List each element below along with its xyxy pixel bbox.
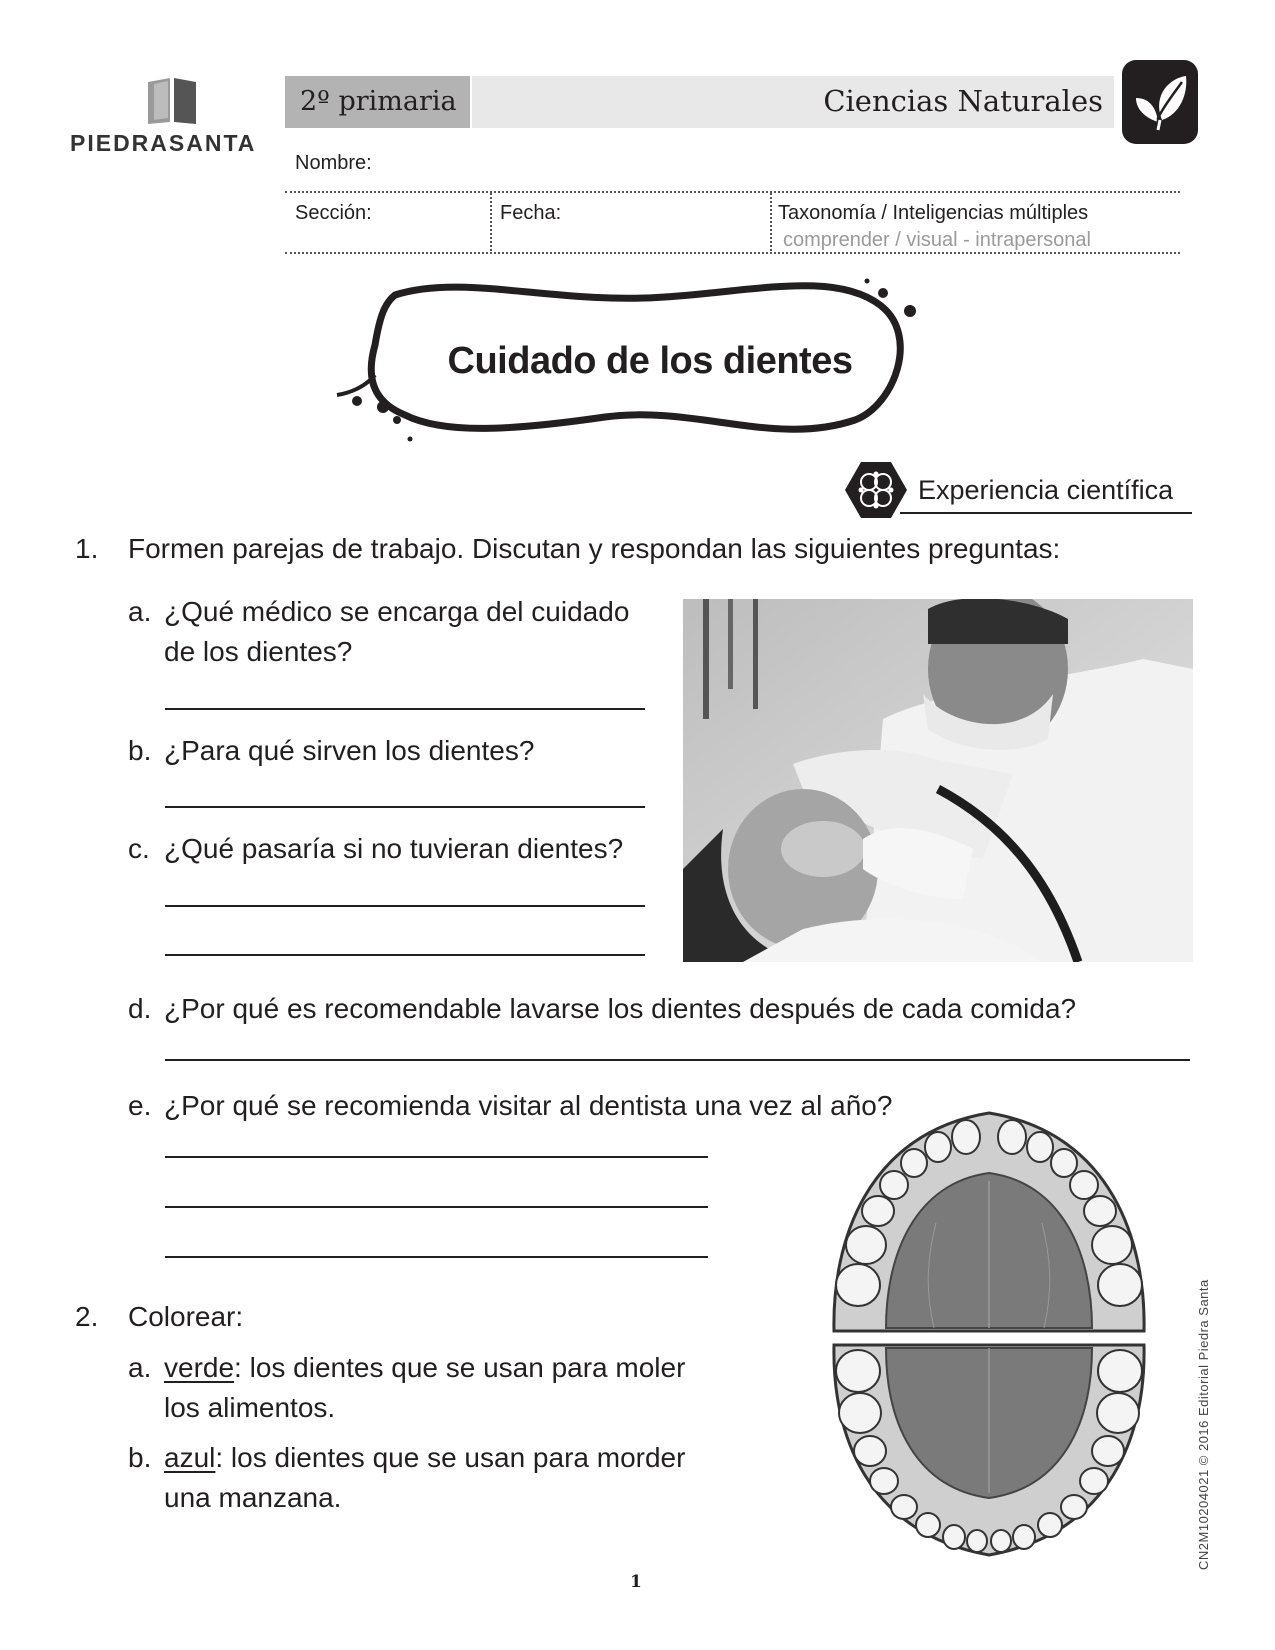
grade-label: 2º primaria <box>300 86 457 117</box>
date-field[interactable] <box>565 198 765 246</box>
question-1a-text: ¿Qué médico se encarga del cuidado <box>164 596 630 627</box>
name-label: Nombre: <box>295 152 372 174</box>
section-tag-underline <box>900 512 1192 514</box>
answer-line[interactable] <box>165 1256 708 1258</box>
leaf-icon <box>1122 60 1198 144</box>
divider <box>285 252 1180 254</box>
question-2a-text <box>164 1348 685 1388</box>
worksheet-title: Cuidado de los dientes <box>447 340 853 382</box>
item-letter: c. <box>128 833 150 864</box>
question-1e-text: ¿Por qué se recomienda visitar al dentista una vez al año? <box>164 1090 893 1121</box>
section-label: Sección: <box>295 202 372 224</box>
logo-text: PIEDRASANTA <box>70 130 257 156</box>
book-icon <box>142 74 202 126</box>
taxonomy-value: comprender / visual - intrapersonal <box>783 229 1091 251</box>
question-2b-rest: : los dientes que se usan para morder <box>215 1442 686 1473</box>
publisher-logo <box>70 72 270 162</box>
page-number: 1 <box>630 1572 642 1592</box>
molecule-icon <box>845 460 907 520</box>
keyword-azul: azul <box>164 1442 216 1473</box>
keyword-verde: verde <box>164 1352 235 1383</box>
question-2a-rest: : los dientes que se usan para moler <box>234 1352 686 1383</box>
question-2-text: Colorear: <box>128 1301 244 1332</box>
item-letter: b. <box>128 1442 152 1473</box>
divider <box>285 191 1180 193</box>
teeth-diagram[interactable] <box>826 1103 1152 1565</box>
answer-line[interactable] <box>165 905 645 907</box>
question-1-text: Formen parejas de trabajo. Discutan y respondan las siguientes preguntas: <box>128 533 1061 564</box>
question-2b-text-cont: una manzana. <box>164 1482 342 1513</box>
item-letter: e. <box>128 1090 152 1121</box>
answer-line[interactable] <box>165 708 645 710</box>
item-letter: d. <box>128 993 152 1024</box>
divider <box>490 193 492 251</box>
name-field[interactable] <box>380 150 1180 186</box>
question-1b-text: ¿Para qué sirven los dientes? <box>164 735 535 766</box>
question-1-number: 1. <box>75 533 99 564</box>
section-field[interactable] <box>380 198 485 246</box>
item-letter: a. <box>128 1352 152 1383</box>
divider <box>770 193 772 251</box>
section-tag: Experiencia científica <box>918 475 1174 505</box>
subject-label: Ciencias Naturales <box>823 84 1103 118</box>
answer-line[interactable] <box>165 954 645 956</box>
question-1a-text-cont: de los dientes? <box>164 636 353 667</box>
taxonomy-label: Taxonomía / Inteligencias múltiples <box>778 202 1089 224</box>
question-2a-text-cont: los alimentos. <box>164 1392 336 1423</box>
question-2b-text <box>164 1438 685 1478</box>
answer-line[interactable] <box>165 1206 708 1208</box>
subject-icon-box <box>1122 60 1198 144</box>
question-1c-text: ¿Qué pasaría si no tuvieran dientes? <box>164 833 624 864</box>
answer-line[interactable] <box>165 806 645 808</box>
copyright: CN2M10204021 © 2016 Editorial Piedra Santa <box>1196 1279 1211 1570</box>
question-1d-text: ¿Por qué es recomendable lavarse los dientes después de cada comida? <box>164 993 1077 1024</box>
question-2-number: 2. <box>75 1301 99 1332</box>
date-label: Fecha: <box>500 202 562 224</box>
item-letter: a. <box>128 596 152 627</box>
answer-line[interactable] <box>165 1156 708 1158</box>
dentist-photo <box>683 599 1193 962</box>
item-letter: b. <box>128 735 152 766</box>
answer-line[interactable] <box>165 1059 1190 1061</box>
